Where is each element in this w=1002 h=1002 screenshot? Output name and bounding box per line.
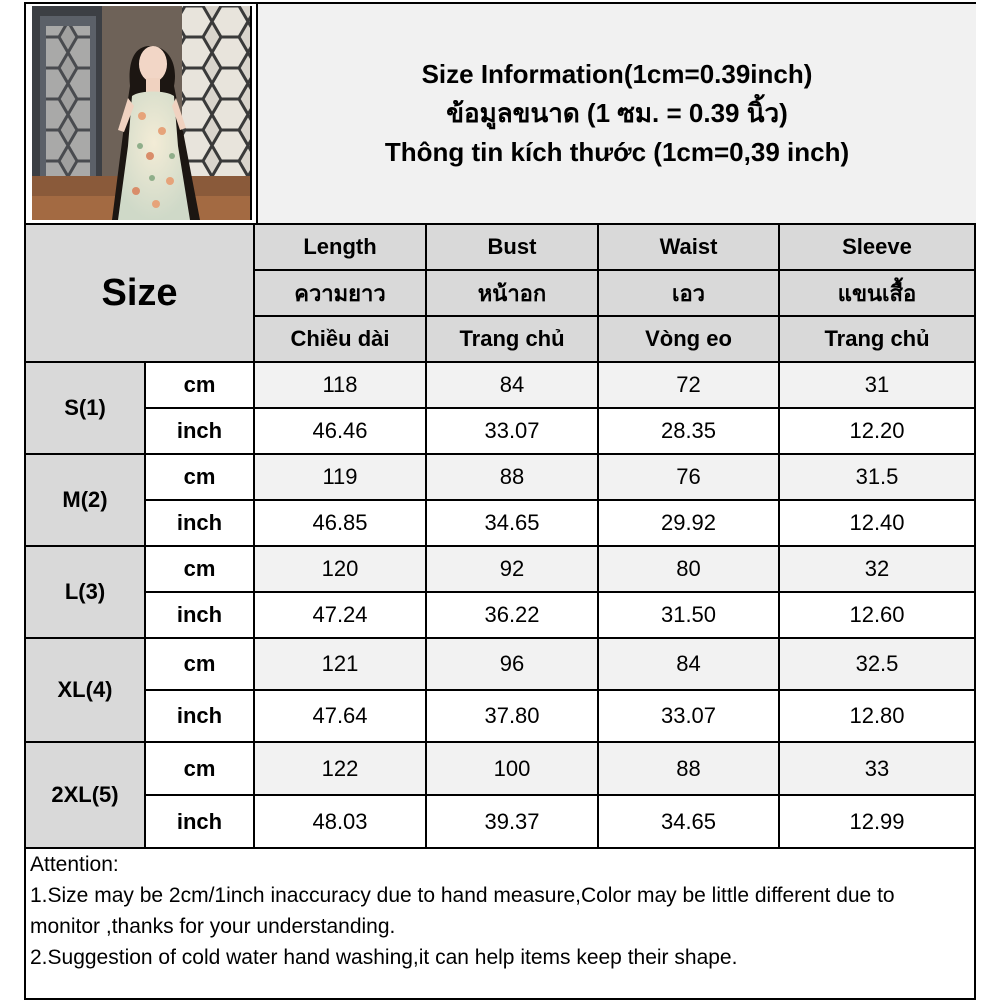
value-sleeve: 32 xyxy=(779,546,974,592)
value-bust: 84 xyxy=(426,362,598,408)
value-sleeve: 32.5 xyxy=(779,638,974,690)
size-chart-sheet xyxy=(24,2,976,1000)
value-bust: 37.80 xyxy=(426,690,598,742)
col-waist-th: เอว xyxy=(598,270,779,316)
value-length: 46.85 xyxy=(254,500,426,546)
value-bust: 33.07 xyxy=(426,408,598,454)
value-waist: 31.50 xyxy=(598,592,779,638)
col-length-vi: Chiều dài xyxy=(254,316,426,362)
table-row xyxy=(26,500,974,546)
unit-cm: cm xyxy=(145,638,254,690)
value-length: 46.46 xyxy=(254,408,426,454)
value-sleeve: 12.20 xyxy=(779,408,974,454)
size-label: 2XL(5) xyxy=(26,742,145,848)
title-vietnamese: Thông tin kích thước (1cm=0,39 inch) xyxy=(384,137,850,167)
unit-cm: cm xyxy=(145,362,254,408)
size-label: L(3) xyxy=(26,546,145,638)
size-label: S(1) xyxy=(26,362,145,454)
value-length: 119 xyxy=(254,454,426,500)
value-waist: 29.92 xyxy=(598,500,779,546)
value-length: 120 xyxy=(254,546,426,592)
unit-inch: inch xyxy=(145,408,254,454)
value-length: 121 xyxy=(254,638,426,690)
value-length: 118 xyxy=(254,362,426,408)
table-row xyxy=(26,638,974,690)
value-waist: 84 xyxy=(598,638,779,690)
value-waist: 76 xyxy=(598,454,779,500)
col-length-en: Length xyxy=(254,225,426,270)
table-row xyxy=(26,408,974,454)
value-sleeve: 31 xyxy=(779,362,974,408)
value-sleeve: 31.5 xyxy=(779,454,974,500)
table-row xyxy=(26,454,974,500)
value-waist: 88 xyxy=(598,742,779,795)
value-sleeve: 12.80 xyxy=(779,690,974,742)
notes-line-2: 2.Suggestion of cold water hand washing,it can help items keep their shape. xyxy=(30,946,738,969)
title-thai: ข้อมูลขนาด (1 ซม. = 0.39 นิ้ว) xyxy=(446,98,788,128)
unit-cm: cm xyxy=(145,742,254,795)
value-bust: 34.65 xyxy=(426,500,598,546)
col-waist-vi: Vòng eo xyxy=(598,316,779,362)
table-row xyxy=(26,592,974,638)
notes-line-1: 1.Size may be 2cm/1inch inaccuracy due to hand measure,Color may be little different due to monitor ,thanks for your understanding. xyxy=(30,884,895,938)
table-row xyxy=(26,690,974,742)
value-length: 48.03 xyxy=(254,795,426,848)
col-bust-en: Bust xyxy=(426,225,598,270)
value-waist: 72 xyxy=(598,362,779,408)
table-row xyxy=(26,795,974,848)
col-sleeve-vi: Trang chủ xyxy=(779,316,974,362)
value-waist: 33.07 xyxy=(598,690,779,742)
col-waist-en: Waist xyxy=(598,225,779,270)
unit-cm: cm xyxy=(145,454,254,500)
table-row xyxy=(26,546,974,592)
col-length-th: ความยาว xyxy=(254,270,426,316)
table-row xyxy=(26,362,974,408)
value-bust: 96 xyxy=(426,638,598,690)
col-bust-th: หน้าอก xyxy=(426,270,598,316)
value-waist: 28.35 xyxy=(598,408,779,454)
value-length: 47.24 xyxy=(254,592,426,638)
unit-inch: inch xyxy=(145,500,254,546)
unit-inch: inch xyxy=(145,592,254,638)
notes-heading: Attention: xyxy=(30,853,119,876)
value-waist: 34.65 xyxy=(598,795,779,848)
value-waist: 80 xyxy=(598,546,779,592)
col-sleeve-th: แขนเสื้อ xyxy=(779,270,974,316)
value-bust: 36.22 xyxy=(426,592,598,638)
attention-notes xyxy=(30,849,960,973)
value-length: 47.64 xyxy=(254,690,426,742)
size-header-cell: Size xyxy=(26,225,254,362)
unit-inch: inch xyxy=(145,795,254,848)
unit-inch: inch xyxy=(145,690,254,742)
col-sleeve-en: Sleeve xyxy=(779,225,974,270)
title-english: Size Information(1cm=0.39inch) xyxy=(421,59,813,89)
value-sleeve: 12.40 xyxy=(779,500,974,546)
size-label: M(2) xyxy=(26,454,145,546)
value-length: 122 xyxy=(254,742,426,795)
value-sleeve: 12.99 xyxy=(779,795,974,848)
size-table xyxy=(26,225,974,849)
value-bust: 92 xyxy=(426,546,598,592)
value-sleeve: 33 xyxy=(779,742,974,795)
size-label: XL(4) xyxy=(26,638,145,742)
product-photo xyxy=(32,6,252,220)
value-sleeve: 12.60 xyxy=(779,592,974,638)
col-bust-vi: Trang chủ xyxy=(426,316,598,362)
product-photo-image xyxy=(32,6,250,220)
size-info-title-box xyxy=(256,4,976,223)
header-row-en xyxy=(26,225,974,270)
unit-cm: cm xyxy=(145,546,254,592)
table-row xyxy=(26,742,974,795)
value-bust: 39.37 xyxy=(426,795,598,848)
value-bust: 100 xyxy=(426,742,598,795)
value-bust: 88 xyxy=(426,454,598,500)
